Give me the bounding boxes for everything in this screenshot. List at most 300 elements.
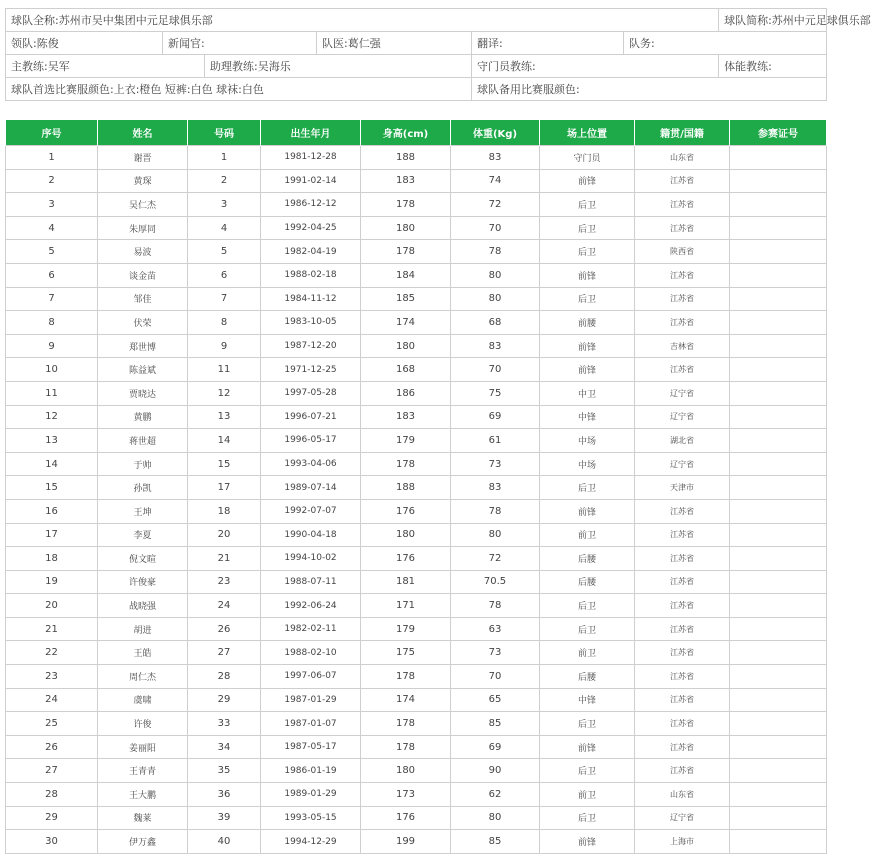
row-index: 30 [6, 830, 98, 854]
table-row [6, 476, 827, 500]
birth-date: 1982-02-11 [261, 617, 361, 641]
origin: 吉林省 [635, 334, 730, 358]
row-index: 10 [6, 358, 98, 382]
origin: 江苏省 [635, 759, 730, 783]
origin: 江苏省 [635, 499, 730, 523]
home-kit-colors: 球队首选比赛服颜色:上衣:橙色 短裤:白色 球袜:白色 [6, 78, 472, 101]
position: 后卫 [540, 759, 635, 783]
player-name: 伊万鑫 [98, 830, 188, 854]
col-position-header: 场上位置 [540, 120, 635, 146]
row-index: 4 [6, 216, 98, 240]
birth-date: 1994-10-02 [261, 547, 361, 571]
col-index-header: 序号 [6, 120, 98, 146]
height: 180 [361, 759, 451, 783]
origin: 辽宁省 [635, 806, 730, 830]
weight: 75 [451, 381, 540, 405]
jersey-number: 15 [188, 452, 261, 476]
jersey-number: 17 [188, 476, 261, 500]
weight: 78 [451, 240, 540, 264]
position: 中锋 [540, 405, 635, 429]
license-number [730, 712, 827, 736]
weight: 70 [451, 358, 540, 382]
row-index: 29 [6, 806, 98, 830]
height: 178 [361, 712, 451, 736]
birth-date: 1993-05-15 [261, 806, 361, 830]
jersey-number: 6 [188, 263, 261, 287]
weight: 70 [451, 216, 540, 240]
height: 180 [361, 523, 451, 547]
roster-table [5, 119, 827, 854]
license-number [730, 476, 827, 500]
position: 后腰 [540, 665, 635, 689]
weight: 80 [451, 806, 540, 830]
player-name: 王青青 [98, 759, 188, 783]
weight: 74 [451, 169, 540, 193]
table-row [6, 405, 827, 429]
row-index: 17 [6, 523, 98, 547]
height: 178 [361, 665, 451, 689]
press-officer: 新闻官: [163, 32, 317, 55]
col-weight-header: 体重(Kg) [451, 120, 540, 146]
weight: 61 [451, 429, 540, 453]
birth-date: 1986-01-19 [261, 759, 361, 783]
col-number-header: 号码 [188, 120, 261, 146]
position: 后卫 [540, 193, 635, 217]
roster-body [6, 146, 827, 854]
row-index: 6 [6, 263, 98, 287]
table-row [6, 712, 827, 736]
origin: 山东省 [635, 146, 730, 170]
weight: 65 [451, 688, 540, 712]
origin: 江苏省 [635, 193, 730, 217]
team-info-table [5, 8, 871, 101]
row-index: 18 [6, 547, 98, 571]
position: 后卫 [540, 617, 635, 641]
weight: 69 [451, 735, 540, 759]
height: 181 [361, 570, 451, 594]
height: 174 [361, 688, 451, 712]
jersey-number: 34 [188, 735, 261, 759]
row-index: 28 [6, 783, 98, 807]
origin: 江苏省 [635, 523, 730, 547]
position: 后腰 [540, 547, 635, 571]
height: 179 [361, 429, 451, 453]
birth-date: 1996-07-21 [261, 405, 361, 429]
origin: 江苏省 [635, 358, 730, 382]
license-number [730, 452, 827, 476]
license-number [730, 287, 827, 311]
weight: 85 [451, 712, 540, 736]
weight: 83 [451, 334, 540, 358]
jersey-number: 28 [188, 665, 261, 689]
row-index: 14 [6, 452, 98, 476]
birth-date: 1996-05-17 [261, 429, 361, 453]
weight: 63 [451, 617, 540, 641]
row-index: 11 [6, 381, 98, 405]
row-index: 5 [6, 240, 98, 264]
row-index: 21 [6, 617, 98, 641]
table-row [6, 665, 827, 689]
position: 前锋 [540, 499, 635, 523]
jersey-number: 11 [188, 358, 261, 382]
birth-date: 1988-02-18 [261, 263, 361, 287]
position: 后卫 [540, 806, 635, 830]
birth-date: 1988-07-11 [261, 570, 361, 594]
license-number [730, 193, 827, 217]
table-row [6, 499, 827, 523]
birth-date: 1987-01-07 [261, 712, 361, 736]
team-affairs: 队务: [624, 32, 827, 55]
height: 176 [361, 806, 451, 830]
jersey-number: 23 [188, 570, 261, 594]
position: 前卫 [540, 523, 635, 547]
team-full-name: 球队全称:苏州市吴中集团中元足球俱乐部 [6, 9, 719, 32]
weight: 78 [451, 594, 540, 618]
row-index: 7 [6, 287, 98, 311]
table-row [6, 783, 827, 807]
license-number [730, 216, 827, 240]
origin: 江苏省 [635, 735, 730, 759]
row-index: 26 [6, 735, 98, 759]
height: 178 [361, 452, 451, 476]
col-license-header: 参赛证号 [730, 120, 827, 146]
origin: 天津市 [635, 476, 730, 500]
origin: 江苏省 [635, 594, 730, 618]
player-name: 郑世博 [98, 334, 188, 358]
table-row [6, 334, 827, 358]
birth-date: 1997-05-28 [261, 381, 361, 405]
license-number [730, 783, 827, 807]
jersey-number: 18 [188, 499, 261, 523]
jersey-number: 26 [188, 617, 261, 641]
height: 184 [361, 263, 451, 287]
player-name: 谈金苗 [98, 263, 188, 287]
height: 171 [361, 594, 451, 618]
position: 前锋 [540, 830, 635, 854]
weight: 69 [451, 405, 540, 429]
table-row [6, 240, 827, 264]
table-row [6, 523, 827, 547]
height: 179 [361, 617, 451, 641]
player-name: 黄琛 [98, 169, 188, 193]
height: 168 [361, 358, 451, 382]
license-number [730, 405, 827, 429]
height: 176 [361, 499, 451, 523]
player-name: 蒋世超 [98, 429, 188, 453]
position: 中场 [540, 452, 635, 476]
row-index: 25 [6, 712, 98, 736]
weight: 83 [451, 146, 540, 170]
birth-date: 1984-11-12 [261, 287, 361, 311]
player-name: 姜丽阳 [98, 735, 188, 759]
player-name: 陈益斌 [98, 358, 188, 382]
table-row [6, 830, 827, 854]
jersey-number: 9 [188, 334, 261, 358]
col-height-header: 身高(cm) [361, 120, 451, 146]
birth-date: 1971-12-25 [261, 358, 361, 382]
player-name: 伏荣 [98, 311, 188, 335]
col-name-header: 姓名 [98, 120, 188, 146]
table-row [6, 759, 827, 783]
table-row [6, 688, 827, 712]
table-row [6, 806, 827, 830]
table-row [6, 452, 827, 476]
origin: 江苏省 [635, 688, 730, 712]
position: 后卫 [540, 287, 635, 311]
origin: 江苏省 [635, 263, 730, 287]
height: 186 [361, 381, 451, 405]
birth-date: 1994-12-29 [261, 830, 361, 854]
player-name: 贾晓达 [98, 381, 188, 405]
origin: 江苏省 [635, 287, 730, 311]
birth-date: 1989-01-29 [261, 783, 361, 807]
birth-date: 1993-04-06 [261, 452, 361, 476]
table-row [6, 381, 827, 405]
jersey-number: 4 [188, 216, 261, 240]
player-name: 吴仁杰 [98, 193, 188, 217]
position: 前锋 [540, 334, 635, 358]
birth-date: 1990-04-18 [261, 523, 361, 547]
table-row [6, 641, 827, 665]
position: 前锋 [540, 735, 635, 759]
origin: 江苏省 [635, 617, 730, 641]
license-number [730, 240, 827, 264]
position: 后卫 [540, 216, 635, 240]
jersey-number: 27 [188, 641, 261, 665]
position: 前锋 [540, 263, 635, 287]
height: 183 [361, 169, 451, 193]
jersey-number: 39 [188, 806, 261, 830]
origin: 江苏省 [635, 169, 730, 193]
row-index: 3 [6, 193, 98, 217]
weight: 83 [451, 476, 540, 500]
player-name: 王坤 [98, 499, 188, 523]
birth-date: 1981-12-28 [261, 146, 361, 170]
weight: 80 [451, 263, 540, 287]
player-name: 周仁杰 [98, 665, 188, 689]
head-coach: 主教练:吴军 [6, 55, 205, 78]
position: 前卫 [540, 783, 635, 807]
height: 199 [361, 830, 451, 854]
license-number [730, 759, 827, 783]
position: 后卫 [540, 712, 635, 736]
origin: 江苏省 [635, 641, 730, 665]
row-index: 27 [6, 759, 98, 783]
weight: 73 [451, 641, 540, 665]
license-number [730, 499, 827, 523]
player-name: 魏莱 [98, 806, 188, 830]
jersey-number: 24 [188, 594, 261, 618]
weight: 85 [451, 830, 540, 854]
table-row [6, 193, 827, 217]
jersey-number: 8 [188, 311, 261, 335]
birth-date: 1989-07-14 [261, 476, 361, 500]
translator: 翻译: [472, 32, 624, 55]
table-row [6, 216, 827, 240]
team-short-name: 球队简称:苏州中元足球俱乐部 [719, 9, 827, 32]
position: 后卫 [540, 594, 635, 618]
table-row [6, 169, 827, 193]
table-row [6, 287, 827, 311]
player-name: 胡进 [98, 617, 188, 641]
birth-date: 1992-07-07 [261, 499, 361, 523]
player-name: 孙凯 [98, 476, 188, 500]
table-row [6, 735, 827, 759]
row-index: 13 [6, 429, 98, 453]
height: 178 [361, 193, 451, 217]
row-index: 24 [6, 688, 98, 712]
license-number [730, 665, 827, 689]
height: 174 [361, 311, 451, 335]
player-name: 李夏 [98, 523, 188, 547]
table-row [6, 358, 827, 382]
jersey-number: 33 [188, 712, 261, 736]
position: 中锋 [540, 688, 635, 712]
roster-header-row [6, 120, 827, 146]
jersey-number: 14 [188, 429, 261, 453]
row-index: 8 [6, 311, 98, 335]
birth-date: 1987-12-20 [261, 334, 361, 358]
jersey-number: 7 [188, 287, 261, 311]
weight: 72 [451, 547, 540, 571]
origin: 上海市 [635, 830, 730, 854]
birth-date: 1983-10-05 [261, 311, 361, 335]
weight: 62 [451, 783, 540, 807]
position: 前卫 [540, 641, 635, 665]
height: 183 [361, 405, 451, 429]
col-origin-header: 籍贯/国籍 [635, 120, 730, 146]
player-name: 虞啸 [98, 688, 188, 712]
jersey-number: 21 [188, 547, 261, 571]
jersey-number: 5 [188, 240, 261, 264]
weight: 90 [451, 759, 540, 783]
row-index: 22 [6, 641, 98, 665]
origin: 山东省 [635, 783, 730, 807]
weight: 68 [451, 311, 540, 335]
jersey-number: 40 [188, 830, 261, 854]
origin: 江苏省 [635, 547, 730, 571]
position: 前锋 [540, 169, 635, 193]
origin: 江苏省 [635, 216, 730, 240]
license-number [730, 688, 827, 712]
height: 176 [361, 547, 451, 571]
birth-date: 1991-02-14 [261, 169, 361, 193]
origin: 湖北省 [635, 429, 730, 453]
weight: 73 [451, 452, 540, 476]
license-number [730, 146, 827, 170]
license-number [730, 617, 827, 641]
jersey-number: 35 [188, 759, 261, 783]
player-name: 倪文暄 [98, 547, 188, 571]
jersey-number: 2 [188, 169, 261, 193]
row-index: 16 [6, 499, 98, 523]
birth-date: 1992-04-25 [261, 216, 361, 240]
player-name: 于帅 [98, 452, 188, 476]
license-number [730, 334, 827, 358]
goalkeeper-coach: 守门员教练: [472, 55, 719, 78]
jersey-number: 29 [188, 688, 261, 712]
col-birthdate-header: 出生年月 [261, 120, 361, 146]
license-number [730, 830, 827, 854]
birth-date: 1987-05-17 [261, 735, 361, 759]
player-name: 邹佳 [98, 287, 188, 311]
jersey-number: 12 [188, 381, 261, 405]
assistant-coach: 助理教练:吴海乐 [205, 55, 472, 78]
origin: 江苏省 [635, 311, 730, 335]
position: 中卫 [540, 381, 635, 405]
origin: 江苏省 [635, 665, 730, 689]
row-index: 19 [6, 570, 98, 594]
position: 中场 [540, 429, 635, 453]
birth-date: 1988-02-10 [261, 641, 361, 665]
origin: 辽宁省 [635, 452, 730, 476]
row-index: 9 [6, 334, 98, 358]
player-name: 王皓 [98, 641, 188, 665]
license-number [730, 570, 827, 594]
license-number [730, 263, 827, 287]
player-name: 许俊豪 [98, 570, 188, 594]
away-kit-colors: 球队备用比赛服颜色: [472, 78, 827, 101]
table-row [6, 311, 827, 335]
weight: 80 [451, 523, 540, 547]
license-number [730, 311, 827, 335]
weight: 70.5 [451, 570, 540, 594]
height: 178 [361, 735, 451, 759]
table-row [6, 547, 827, 571]
position: 后腰 [540, 570, 635, 594]
player-name: 朱厚同 [98, 216, 188, 240]
jersey-number: 3 [188, 193, 261, 217]
height: 178 [361, 240, 451, 264]
birth-date: 1992-06-24 [261, 594, 361, 618]
license-number [730, 169, 827, 193]
license-number [730, 806, 827, 830]
birth-date: 1987-01-29 [261, 688, 361, 712]
player-name: 黄鹏 [98, 405, 188, 429]
height: 180 [361, 216, 451, 240]
jersey-number: 1 [188, 146, 261, 170]
table-row [6, 617, 827, 641]
position: 后卫 [540, 240, 635, 264]
position: 前锋 [540, 358, 635, 382]
license-number [730, 429, 827, 453]
table-row [6, 594, 827, 618]
player-name: 战晓强 [98, 594, 188, 618]
birth-date: 1997-06-07 [261, 665, 361, 689]
table-row [6, 146, 827, 170]
table-row [6, 429, 827, 453]
birth-date: 1982-04-19 [261, 240, 361, 264]
height: 175 [361, 641, 451, 665]
row-index: 15 [6, 476, 98, 500]
row-index: 20 [6, 594, 98, 618]
team-leader: 领队:陈俊 [6, 32, 163, 55]
position: 后卫 [540, 476, 635, 500]
player-name: 王大鹏 [98, 783, 188, 807]
table-row [6, 263, 827, 287]
origin: 江苏省 [635, 712, 730, 736]
position: 前腰 [540, 311, 635, 335]
row-index: 12 [6, 405, 98, 429]
weight: 72 [451, 193, 540, 217]
player-name: 易波 [98, 240, 188, 264]
row-index: 1 [6, 146, 98, 170]
weight: 78 [451, 499, 540, 523]
license-number [730, 547, 827, 571]
height: 173 [361, 783, 451, 807]
fitness-coach: 体能教练: [719, 55, 827, 78]
team-doctor: 队医:葛仁强 [317, 32, 472, 55]
